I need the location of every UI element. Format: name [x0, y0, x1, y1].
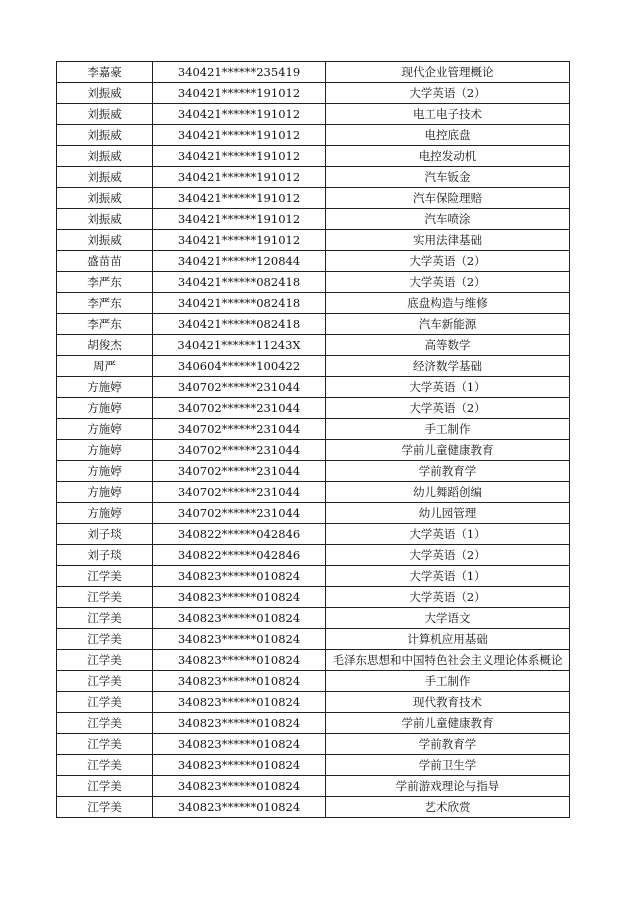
course-name-cell: 幼儿舞蹈创编	[326, 482, 570, 503]
student-name-cell: 江学美	[57, 755, 153, 776]
id-number-cell: 340823******010824	[153, 797, 326, 818]
id-number-cell: 340823******010824	[153, 692, 326, 713]
id-number-cell: 340702******231044	[153, 398, 326, 419]
course-name-cell: 电控发动机	[326, 146, 570, 167]
course-name-cell: 汽车保险理赔	[326, 188, 570, 209]
course-name-cell: 大学英语（2）	[326, 545, 570, 566]
student-name-cell: 江学美	[57, 587, 153, 608]
course-name-cell: 大学英语（2）	[326, 83, 570, 104]
student-name-cell: 方施婷	[57, 440, 153, 461]
course-name-cell: 现代教育技术	[326, 692, 570, 713]
course-name-cell: 电控底盘	[326, 125, 570, 146]
course-name-cell: 手工制作	[326, 419, 570, 440]
id-number-cell: 340421******191012	[153, 83, 326, 104]
id-number-cell: 340421******191012	[153, 125, 326, 146]
student-name-cell: 刘振威	[57, 125, 153, 146]
id-number-cell: 340421******235419	[153, 62, 326, 83]
id-number-cell: 340421******11243X	[153, 335, 326, 356]
records-table-body	[57, 62, 570, 818]
table-row	[57, 524, 570, 545]
student-name-cell: 江学美	[57, 797, 153, 818]
course-name-cell: 电工电子技术	[326, 104, 570, 125]
table-row	[57, 104, 570, 125]
course-name-cell: 经济数学基础	[326, 356, 570, 377]
student-name-cell: 刘振威	[57, 167, 153, 188]
course-name-cell: 底盘构造与维修	[326, 293, 570, 314]
table-row	[57, 377, 570, 398]
id-number-cell: 340421******191012	[153, 188, 326, 209]
student-name-cell: 周严	[57, 356, 153, 377]
table-row	[57, 272, 570, 293]
course-name-cell: 汽车新能源	[326, 314, 570, 335]
table-row	[57, 461, 570, 482]
course-name-cell: 计算机应用基础	[326, 629, 570, 650]
student-name-cell: 江学美	[57, 608, 153, 629]
course-name-cell: 艺术欣赏	[326, 797, 570, 818]
table-row	[57, 251, 570, 272]
student-name-cell: 方施婷	[57, 503, 153, 524]
id-number-cell: 340823******010824	[153, 755, 326, 776]
table-row	[57, 713, 570, 734]
table-row	[57, 125, 570, 146]
id-number-cell: 340822******042846	[153, 545, 326, 566]
course-name-cell: 汽车钣金	[326, 167, 570, 188]
course-name-cell: 学前儿童健康教育	[326, 440, 570, 461]
course-name-cell: 学前教育学	[326, 461, 570, 482]
student-name-cell: 刘振威	[57, 104, 153, 125]
student-name-cell: 李严东	[57, 314, 153, 335]
student-name-cell: 刘振威	[57, 188, 153, 209]
student-name-cell: 刘振威	[57, 83, 153, 104]
table-row	[57, 83, 570, 104]
id-number-cell: 340421******191012	[153, 167, 326, 188]
table-row	[57, 587, 570, 608]
student-name-cell: 刘子琰	[57, 545, 153, 566]
course-name-cell: 学前教育学	[326, 734, 570, 755]
id-number-cell: 340421******191012	[153, 146, 326, 167]
table-row	[57, 398, 570, 419]
student-name-cell: 江学美	[57, 629, 153, 650]
table-row	[57, 167, 570, 188]
id-number-cell: 340421******082418	[153, 314, 326, 335]
student-name-cell: 江学美	[57, 734, 153, 755]
course-name-cell: 学前游戏理论与指导	[326, 776, 570, 797]
course-name-cell: 大学语文	[326, 608, 570, 629]
student-name-cell: 刘振威	[57, 230, 153, 251]
student-name-cell: 方施婷	[57, 398, 153, 419]
id-number-cell: 340604******100422	[153, 356, 326, 377]
student-name-cell: 胡俊杰	[57, 335, 153, 356]
student-name-cell: 江学美	[57, 776, 153, 797]
course-name-cell: 大学英语（2）	[326, 587, 570, 608]
course-name-cell: 幼儿园管理	[326, 503, 570, 524]
id-number-cell: 340823******010824	[153, 671, 326, 692]
course-name-cell: 大学英语（2）	[326, 272, 570, 293]
course-name-cell: 高等数学	[326, 335, 570, 356]
table-row	[57, 608, 570, 629]
id-number-cell: 340421******082418	[153, 293, 326, 314]
id-number-cell: 340421******191012	[153, 209, 326, 230]
student-name-cell: 刘子琰	[57, 524, 153, 545]
table-row	[57, 209, 570, 230]
table-row	[57, 356, 570, 377]
table-row	[57, 230, 570, 251]
table-row	[57, 440, 570, 461]
table-row	[57, 188, 570, 209]
table-row	[57, 734, 570, 755]
course-name-cell: 实用法律基础	[326, 230, 570, 251]
id-number-cell: 340702******231044	[153, 461, 326, 482]
id-number-cell: 340823******010824	[153, 713, 326, 734]
student-name-cell: 刘振威	[57, 209, 153, 230]
student-name-cell: 江学美	[57, 650, 153, 671]
id-number-cell: 340823******010824	[153, 566, 326, 587]
course-name-cell: 大学英语（1）	[326, 377, 570, 398]
course-name-cell: 学前儿童健康教育	[326, 713, 570, 734]
id-number-cell: 340421******191012	[153, 230, 326, 251]
id-number-cell: 340702******231044	[153, 377, 326, 398]
student-name-cell: 江学美	[57, 671, 153, 692]
id-number-cell: 340823******010824	[153, 608, 326, 629]
course-name-cell: 大学英语（2）	[326, 251, 570, 272]
student-name-cell: 李严东	[57, 293, 153, 314]
table-row	[57, 671, 570, 692]
id-number-cell: 340421******120844	[153, 251, 326, 272]
id-number-cell: 340702******231044	[153, 482, 326, 503]
id-number-cell: 340823******010824	[153, 629, 326, 650]
id-number-cell: 340823******010824	[153, 734, 326, 755]
id-number-cell: 340823******010824	[153, 650, 326, 671]
id-number-cell: 340823******010824	[153, 587, 326, 608]
student-name-cell: 李严东	[57, 272, 153, 293]
id-number-cell: 340823******010824	[153, 776, 326, 797]
table-row	[57, 335, 570, 356]
student-name-cell: 方施婷	[57, 482, 153, 503]
student-name-cell: 方施婷	[57, 377, 153, 398]
table-row	[57, 146, 570, 167]
student-name-cell: 江学美	[57, 566, 153, 587]
course-name-cell: 毛泽东思想和中国特色社会主义理论体系概论	[326, 650, 570, 671]
student-name-cell: 方施婷	[57, 419, 153, 440]
table-row	[57, 755, 570, 776]
table-row	[57, 650, 570, 671]
course-name-cell: 大学英语（2）	[326, 398, 570, 419]
student-name-cell: 刘振威	[57, 146, 153, 167]
course-name-cell: 手工制作	[326, 671, 570, 692]
table-row	[57, 692, 570, 713]
table-row	[57, 482, 570, 503]
table-row	[57, 776, 570, 797]
course-name-cell: 大学英语（1）	[326, 566, 570, 587]
table-row	[57, 503, 570, 524]
student-name-cell: 李嘉豪	[57, 62, 153, 83]
table-row	[57, 629, 570, 650]
id-number-cell: 340421******191012	[153, 104, 326, 125]
table-row	[57, 797, 570, 818]
course-name-cell: 现代企业管理概论	[326, 62, 570, 83]
course-name-cell: 大学英语（1）	[326, 524, 570, 545]
id-number-cell: 340702******231044	[153, 440, 326, 461]
id-number-cell: 340702******231044	[153, 419, 326, 440]
table-row	[57, 419, 570, 440]
student-name-cell: 江学美	[57, 692, 153, 713]
student-name-cell: 盛苗苗	[57, 251, 153, 272]
records-table	[56, 61, 570, 818]
course-name-cell: 汽车喷涂	[326, 209, 570, 230]
table-row	[57, 545, 570, 566]
student-name-cell: 江学美	[57, 713, 153, 734]
table-row	[57, 62, 570, 83]
id-number-cell: 340822******042846	[153, 524, 326, 545]
student-name-cell: 方施婷	[57, 461, 153, 482]
id-number-cell: 340421******082418	[153, 272, 326, 293]
table-row	[57, 314, 570, 335]
course-name-cell: 学前卫生学	[326, 755, 570, 776]
table-row	[57, 293, 570, 314]
id-number-cell: 340702******231044	[153, 503, 326, 524]
table-row	[57, 566, 570, 587]
